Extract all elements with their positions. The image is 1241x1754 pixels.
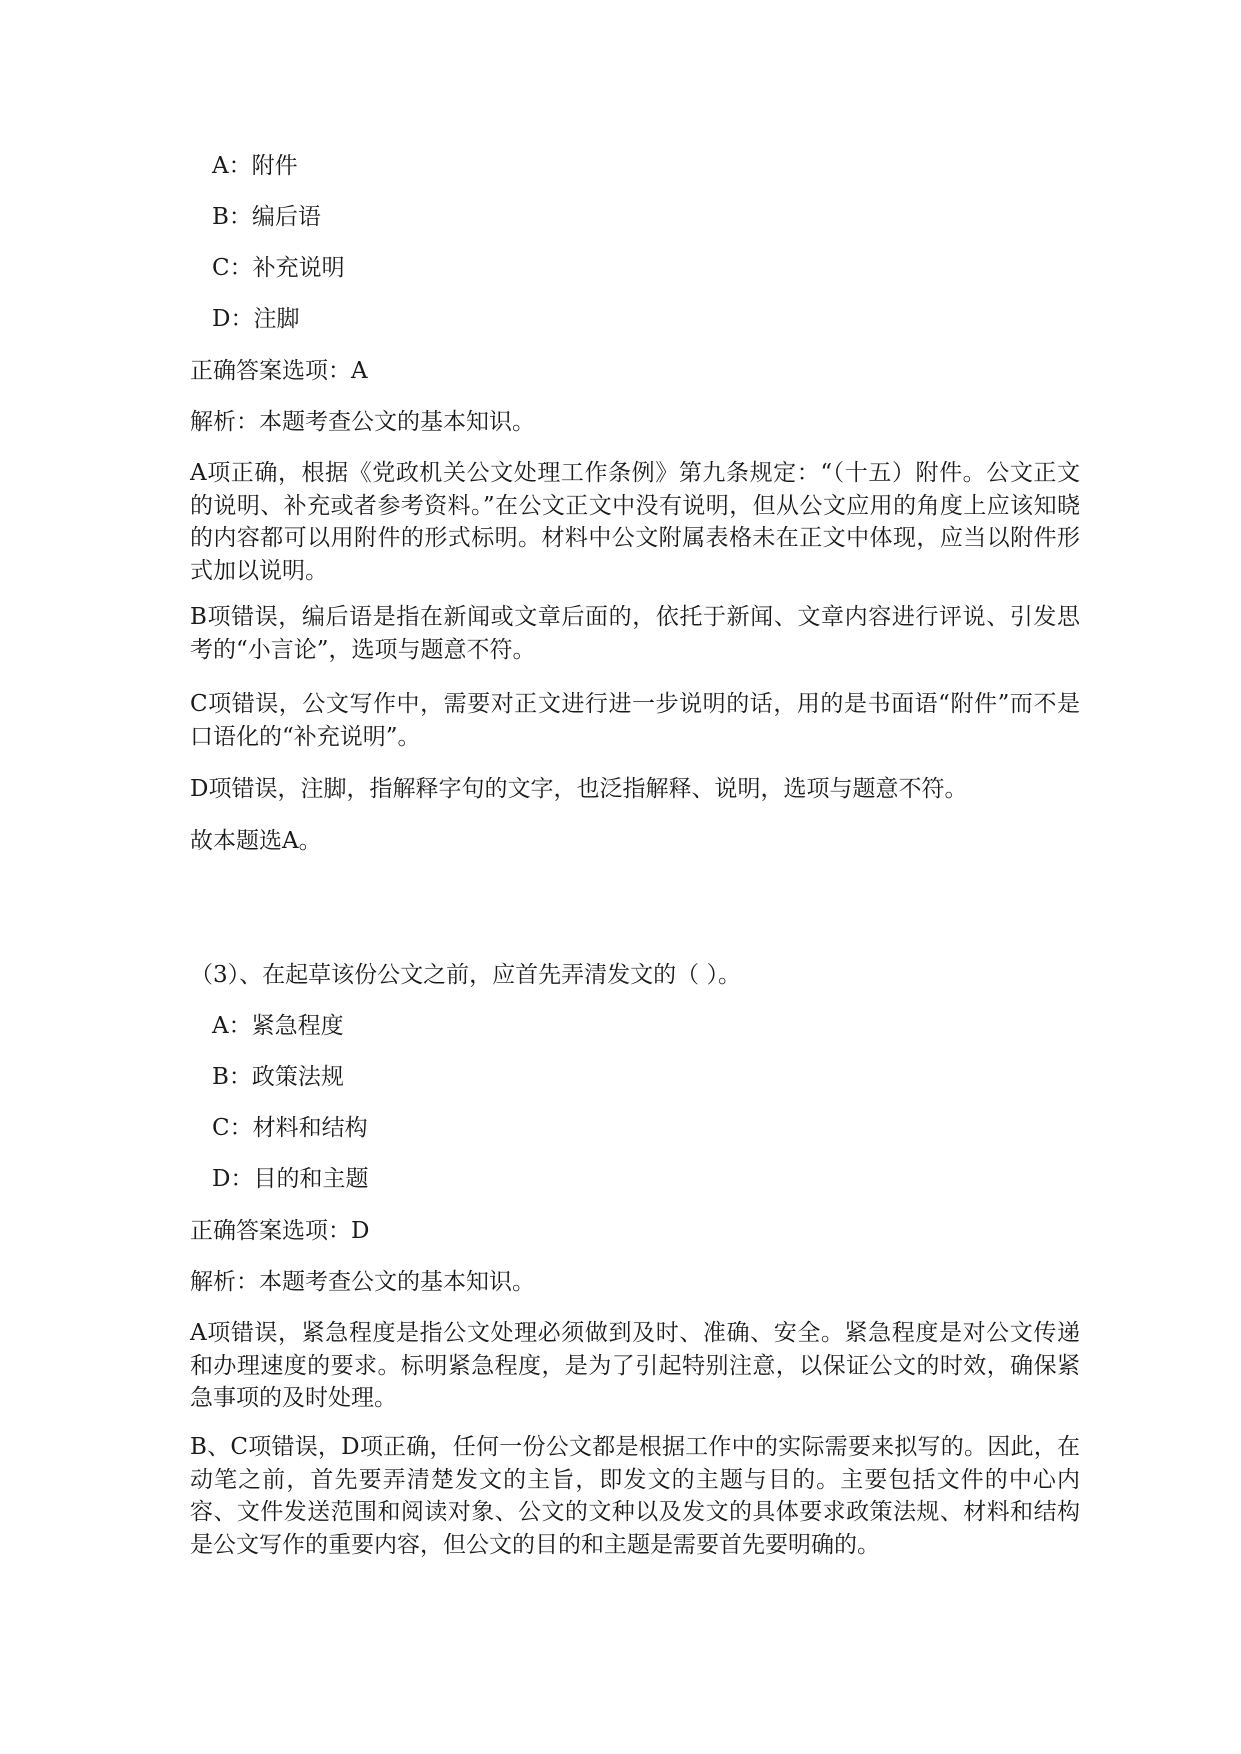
q2-option-b: B：编后语 — [212, 204, 321, 230]
q2-conclusion: 故本题选A。 — [190, 828, 322, 854]
q3-option-a: A：紧急程度 — [212, 1013, 344, 1039]
q3-option-c: C：材料和结构 — [212, 1115, 368, 1141]
q3-option-b: B：政策法规 — [212, 1064, 344, 1090]
q2-answer: 正确答案选项：A — [190, 358, 368, 384]
q2-explanation-a: A项正确，根据《党政机关公文处理工作条例》第九条规定：“（十五）附件。公文正文的说明、补充或者参考资料。”在公文正文中没有说明，但从公文应用的角度上应该知晓的内容都可以用附件的形式标明。材料中公文附属表格未在正文中体现，应当以附件形式加以说明。 — [190, 460, 1080, 584]
q2-option-d: D：注脚 — [212, 306, 300, 332]
q3-explanation-a: A项错误，紧急程度是指公文处理必须做到及时、准确、安全。紧急程度是对公文传递和办理速度的要求。标明紧急程度，是为了引起特别注意，以保证公文的时效，确保紧急事项的及时处理。 — [190, 1320, 1080, 1411]
q2-explanation-c: C项错误，公文写作中，需要对正文进行进一步说明的话，用的是书面语“附件”而不是口语化的“补充说明”。 — [190, 691, 1080, 750]
q2-explanation-d: D项错误，注脚，指解释字句的文字，也泛指解释、说明，选项与题意不符。 — [190, 776, 968, 802]
q2-explanation-b: B项错误，编后语是指在新闻或文章后面的，依托于新闻、文章内容进行评说、引发思考的“小言论”，选项与题意不符。 — [190, 604, 1080, 663]
q3-question: （3）、在起草该份公文之前，应首先弄清发文的（ ）。 — [190, 962, 741, 988]
q2-option-c: C：补充说明 — [212, 255, 345, 281]
q3-answer: 正确答案选项：D — [190, 1218, 370, 1244]
q3-explanation-bcd: B、C项错误，D项正确，任何一份公文都是根据工作中的实际需要来拟写的。因此，在动笔之前，首先要弄清楚发文的主旨，即发文的主题与目的。主要包括文件的中心内容、文件发送范围和阅读对象、公文的文种以及发文的具体要求政策法规、材料和结构是公文写作的重要内容，但公文的目的和主题是需要首先要明确的。 — [190, 1434, 1080, 1558]
q3-analysis-intro: 解析：本题考查公文的基本知识。 — [190, 1269, 535, 1295]
q2-analysis-intro: 解析：本题考查公文的基本知识。 — [190, 409, 535, 435]
q3-option-d: D：目的和主题 — [212, 1166, 369, 1192]
q2-option-a: A：附件 — [212, 153, 298, 179]
